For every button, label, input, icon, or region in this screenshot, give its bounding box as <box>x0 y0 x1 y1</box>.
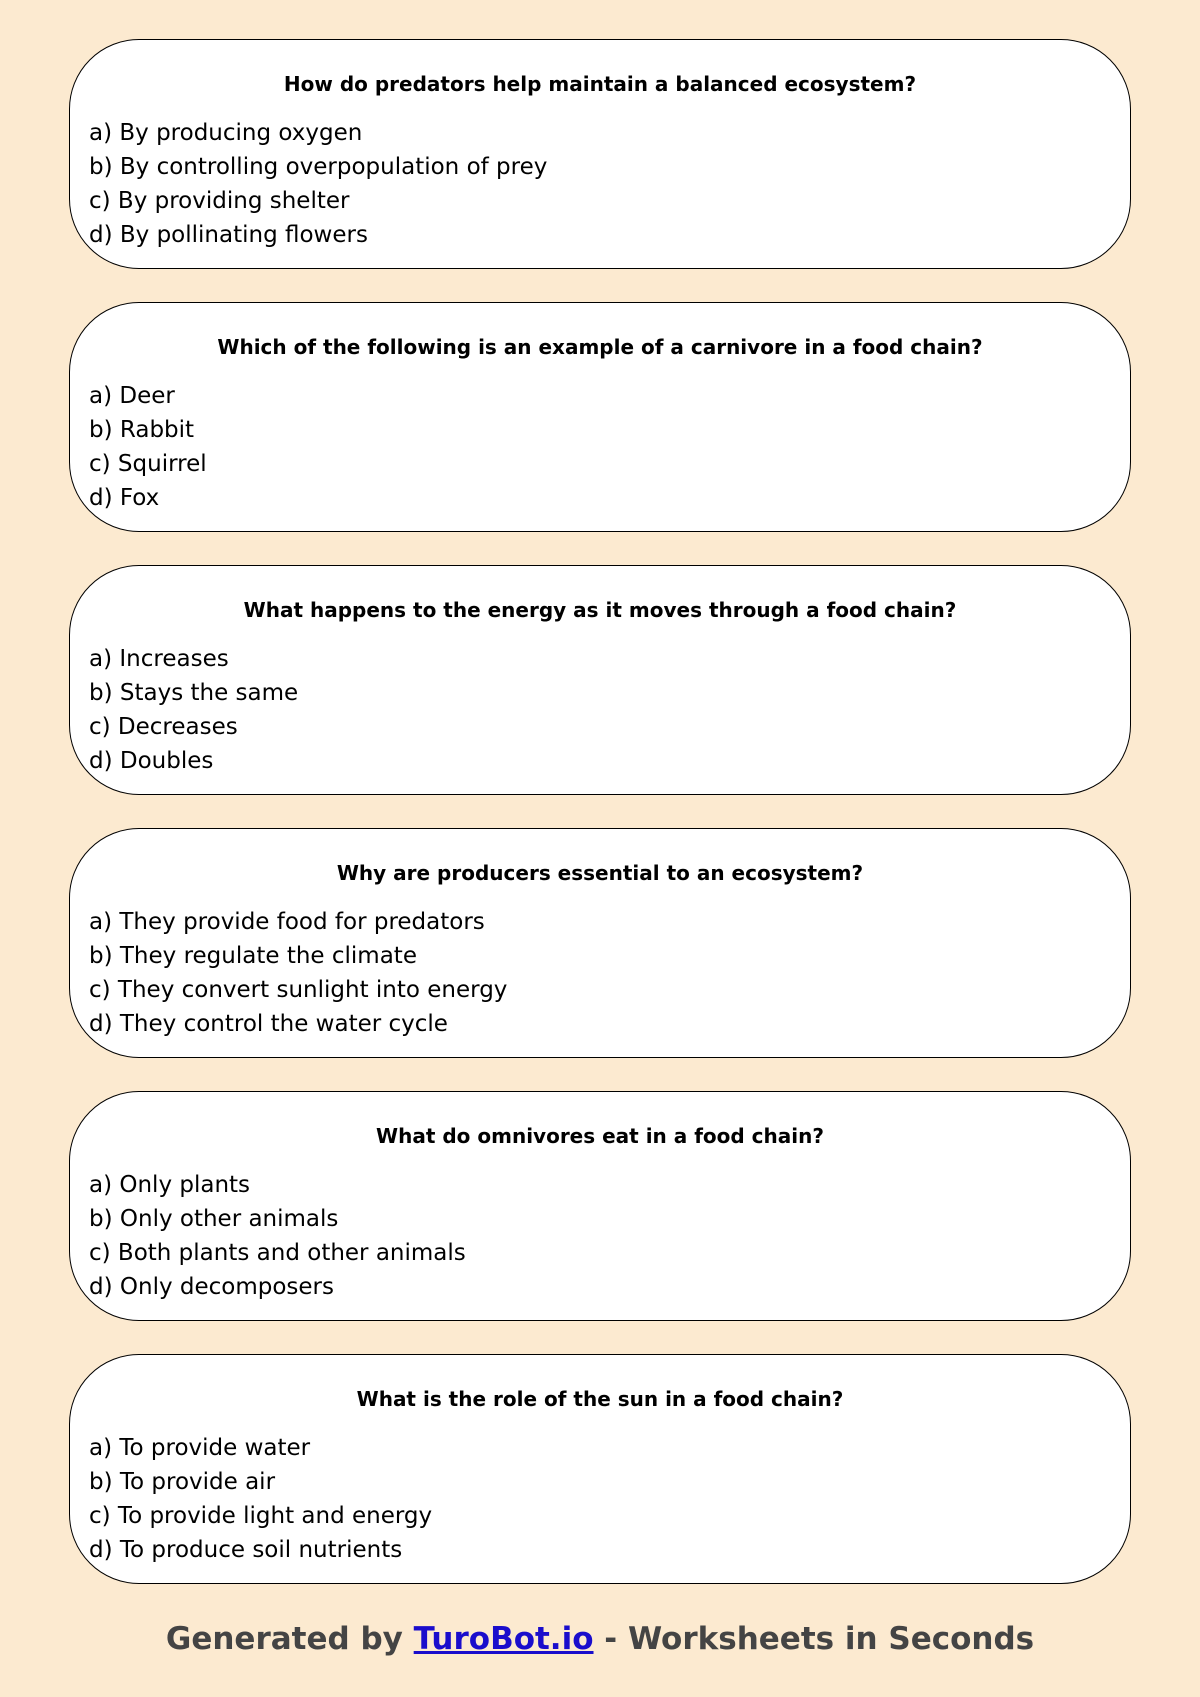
option-d: d) Doubles <box>89 748 214 774</box>
option-b: b) Only other animals <box>89 1206 339 1232</box>
option-a: a) To provide water <box>89 1435 311 1461</box>
footer-suffix: - Worksheets in Seconds <box>593 1621 1035 1657</box>
question-card-1 <box>69 39 1131 269</box>
option-c: c) Squirrel <box>89 451 207 477</box>
option-list <box>89 379 207 515</box>
option-list <box>89 116 547 252</box>
option-d: d) Fox <box>89 485 160 511</box>
question-card-2 <box>69 302 1131 532</box>
question-title: How do predators help maintain a balanced ecosystem? <box>283 72 917 96</box>
option-c: c) Decreases <box>89 714 238 740</box>
footer-prefix: Generated by <box>165 1621 414 1657</box>
option-list <box>89 642 298 778</box>
turobot-link[interactable]: TuroBot.io <box>413 1621 594 1657</box>
option-b: b) To provide air <box>89 1469 276 1495</box>
option-b: b) Stays the same <box>89 680 299 706</box>
option-c: c) They convert sunlight into energy <box>89 977 508 1003</box>
option-c: c) By providing shelter <box>89 188 350 214</box>
question-card-5 <box>69 1091 1131 1321</box>
question-card-3 <box>69 565 1131 795</box>
option-list <box>89 1168 466 1304</box>
option-list <box>89 1431 432 1567</box>
question-title: What do omnivores eat in a food chain? <box>376 1124 824 1148</box>
option-a: a) Deer <box>89 383 175 409</box>
option-c: c) Both plants and other animals <box>89 1240 466 1266</box>
option-a: a) They provide food for predators <box>89 909 485 935</box>
question-title: Which of the following is an example of a carnivore in a food chain? <box>217 335 983 359</box>
option-d: d) To produce soil nutrients <box>89 1537 403 1563</box>
question-title: What happens to the energy as it moves through a food chain? <box>243 598 957 622</box>
question-title: What is the role of the sun in a food chain? <box>356 1387 844 1411</box>
option-d: d) By pollinating flowers <box>89 222 368 248</box>
question-card-4 <box>69 828 1131 1058</box>
footer <box>0 1619 1200 1659</box>
option-d: d) Only decomposers <box>89 1274 334 1300</box>
option-b: b) They regulate the climate <box>89 943 417 969</box>
option-b: b) By controlling overpopulation of prey <box>89 154 548 180</box>
question-title: Why are producers essential to an ecosystem? <box>336 861 864 885</box>
option-list <box>89 905 507 1041</box>
option-a: a) Increases <box>89 646 229 672</box>
option-a: a) By producing oxygen <box>89 120 363 146</box>
option-b: b) Rabbit <box>89 417 195 443</box>
question-card-6 <box>69 1354 1131 1584</box>
option-c: c) To provide light and energy <box>89 1503 433 1529</box>
option-d: d) They control the water cycle <box>89 1011 448 1037</box>
option-a: a) Only plants <box>89 1172 251 1198</box>
